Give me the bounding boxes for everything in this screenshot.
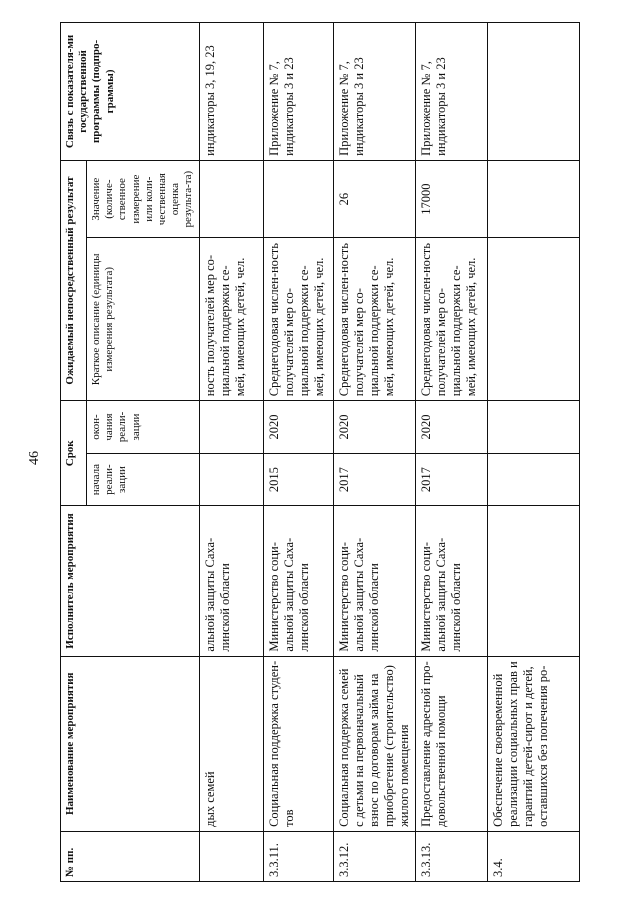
row-start: 2015 (263, 453, 333, 506)
row-desc (487, 238, 580, 401)
row-desc: Среднегодовая числен-ность получателей мер со-циальной поддержки се-мей, имеющих детей, чел. (415, 238, 487, 401)
row-executor: Министерство соци-альной защиты Саха-линской области (263, 506, 333, 656)
row-num: 3.3.11. (263, 831, 333, 881)
header-name: Наименование мероприятия (61, 656, 200, 831)
row-link: индикаторы 3, 19, 23 (199, 23, 263, 161)
row-link: Приложение № 7, индикаторы 3 и 23 (263, 23, 333, 161)
header-term-end: окон-чания реали-зации (87, 401, 200, 454)
table-row (263, 23, 333, 882)
row-name: Обеспечение своевременной реализации социальных прав и гарантий детей-сирот и детей, оставшихся без попечения ро- (487, 656, 580, 831)
row-executor: Министерство соци-альной защиты Саха-линской области (415, 506, 487, 656)
table-row (199, 23, 263, 882)
row-start (487, 453, 580, 506)
row-value (263, 160, 333, 238)
header-term: Срок (61, 401, 87, 506)
header-executor: Исполнитель мероприятия (61, 506, 200, 656)
row-name: Предоставление адресной про-довольственной помощи (415, 656, 487, 831)
row-desc: Среднегодовая числен-ность получателей мер со-циальной поддержки се-мей, имеющих детей, чел. (333, 238, 415, 401)
header-expected-value: Значение (количе-ственное измерение или коли-чественная оценка результа-та) (87, 160, 200, 238)
row-num (199, 831, 263, 881)
row-link: Приложение № 7, индикаторы 3 и 23 (333, 23, 415, 161)
row-link (487, 23, 580, 161)
row-start: 2017 (415, 453, 487, 506)
row-value: 17000 (415, 160, 487, 238)
row-value: 26 (333, 160, 415, 238)
row-end (199, 401, 263, 454)
row-value (199, 160, 263, 238)
row-value (487, 160, 580, 238)
measures-table (60, 22, 580, 882)
row-num: 3.3.12. (333, 831, 415, 881)
row-desc: ность получателей мер со-циальной поддержки се-мей, имеющих детей, чел. (199, 238, 263, 401)
table-row (415, 23, 487, 882)
header-term-start: начала реали-зации (87, 453, 200, 506)
row-name: Социальная поддержка семей с детьми на первоначальный взнос по договорам займа на приобретение (строительство) жилого помещения (333, 656, 415, 831)
row-start (199, 453, 263, 506)
row-num: 3.3.13. (415, 831, 487, 881)
row-link: Приложение № 7, индикаторы 3 и 23 (415, 23, 487, 161)
row-start: 2017 (333, 453, 415, 506)
table-row (487, 23, 580, 882)
row-end: 2020 (415, 401, 487, 454)
row-executor: альной защиты Саха-линской области (199, 506, 263, 656)
row-end (487, 401, 580, 454)
row-num: 3.4. (487, 831, 580, 881)
row-executor (487, 506, 580, 656)
row-executor: Министерство соци-альной защиты Саха-линской области (333, 506, 415, 656)
row-name: Социальная поддержка студен-тов (263, 656, 333, 831)
row-name: дых семей (199, 656, 263, 831)
page-number: 46 (27, 451, 42, 465)
row-end: 2020 (263, 401, 333, 454)
row-desc: Среднегодовая числен-ность получателей мер со-циальной поддержки се-мей, имеющих детей, чел. (263, 238, 333, 401)
header-num: № пп. (61, 831, 200, 881)
header-link: Связь с показателя-ми государственной программы (подпро-граммы) (61, 23, 200, 161)
table-row (333, 23, 415, 882)
rotated-table-container (60, 22, 580, 882)
header-expected-desc: Краткое описание (единицы измерения результата) (87, 238, 200, 401)
row-end: 2020 (333, 401, 415, 454)
header-expected: Ожидаемый непосредственный результат (61, 160, 87, 400)
